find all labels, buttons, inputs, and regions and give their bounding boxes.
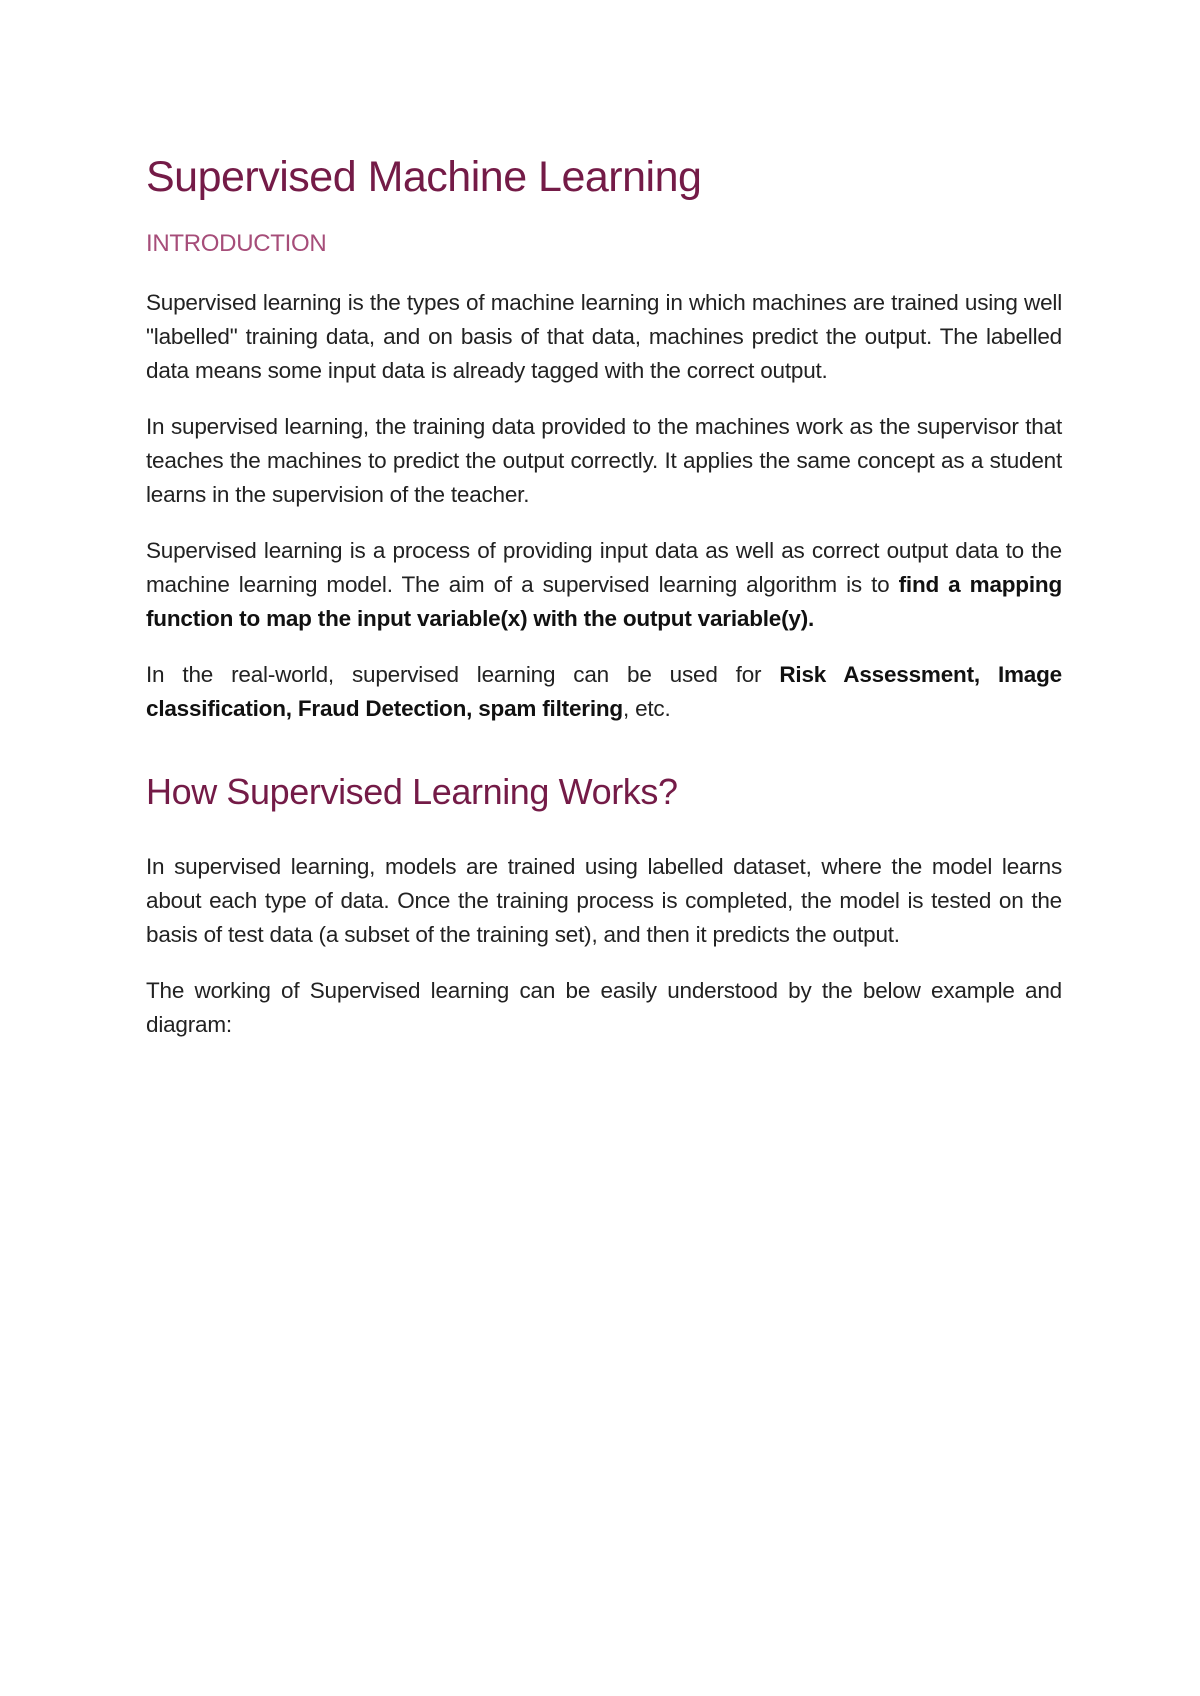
intro-paragraph-4 — [146, 658, 1062, 726]
intro-paragraph-2: In supervised learning, the training data provided to the machines work as the supervisor that teaches the machines to predict the output correctly. It applies the same concept as a student learns in the supervision of the teacher. — [146, 414, 1062, 508]
paragraph-4-end-text: , etc. — [622, 696, 671, 722]
paragraph-3-bold-text: find a mapping function to map the input variable(x) with the output variable(y). — [146, 572, 1062, 632]
page-title: Supervised Machine Learning — [146, 153, 702, 201]
works-paragraph-1: In supervised learning, models are trained using labelled dataset, where the model learns about each type of data. Once the training process is completed, the model is tested on the basis of test data (a subset of the training set), and then it predicts the output. — [146, 853, 1062, 947]
paragraph-4-bold-text: Risk Assessment, Image classification, Fraud Detection, spam filtering — [146, 662, 1062, 722]
paragraph-4-text: In the real-world, supervised learning can be used for — [146, 662, 780, 688]
intro-paragraph-1: Supervised learning is the types of machine learning in which machines are trained using well "labelled" training data, and on basis of that data, machines predict the output. The labelled data means some input data is already tagged with the correct output. — [146, 290, 1062, 384]
paragraph-3-text: Supervised learning is a process of providing input data as well as correct output data to the machine learning model. The aim of a supervised learning algorithm is to — [146, 538, 1062, 598]
works-paragraph-2: The working of Supervised learning can be easily understood by the below example and diagram: — [146, 977, 1062, 1037]
section-subtitle: INTRODUCTION — [146, 229, 327, 257]
document-content — [146, 152, 1062, 1064]
section-heading: How Supervised Learning Works? — [146, 771, 678, 813]
intro-paragraph-3 — [146, 534, 1062, 636]
